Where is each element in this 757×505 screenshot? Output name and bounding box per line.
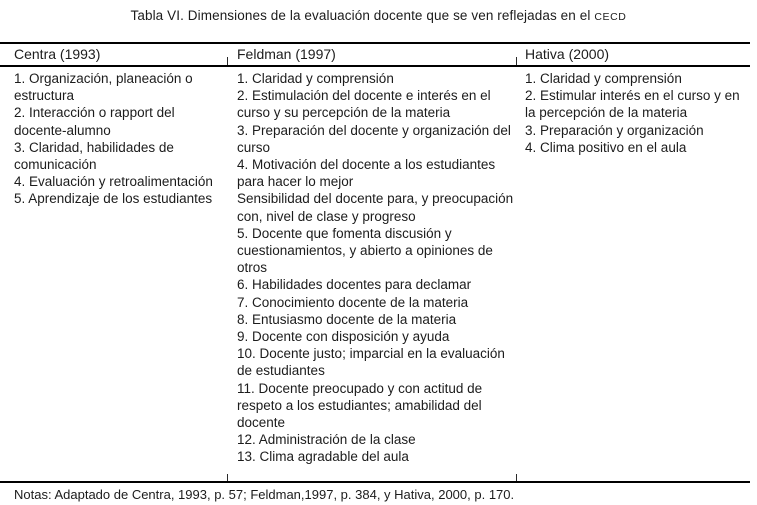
table-item: 2. Interacción o rapport del docente-alumno (14, 105, 175, 138)
table-item: 5. Docente que fomenta discusión y cuestionamientos, y abierto a opiniones de otros (237, 225, 493, 276)
table-item: 1. Claridad y comprensión (237, 71, 394, 86)
table-title-acronym: CECD (594, 11, 627, 23)
table-item: 9. Docente con disposición y ayuda (237, 329, 450, 345)
table-item: 12. Administración de la clase (237, 432, 416, 448)
table-item: 6. Habilidades docentes para declamar (237, 277, 472, 293)
table-item: 4. Motivación del docente a los estudiantes para hacer lo mejor (237, 157, 496, 190)
column-header-hativa: Hativa (2000) (525, 46, 610, 62)
table-body-row (0, 67, 750, 483)
table-item: 4. Evaluación y retroalimentación (14, 174, 213, 190)
column-divider-tick (516, 474, 517, 481)
table-item: 3. Preparación del docente y organización del curso (237, 122, 511, 155)
table-item: 5. Aprendizaje de los estudiantes (14, 191, 213, 207)
table-item: 13. Clima agradable del aula (237, 449, 409, 465)
column-divider-tick (227, 57, 228, 65)
column-cell-centra (0, 67, 227, 212)
table-item: 11. Docente preocupado y con actitud de respeto a los estudiantes; amabilidad del docente (237, 380, 483, 431)
table-item: 8. Entusiasmo docente de la materia (237, 311, 457, 327)
table-item: 2. Estimulación del docente e interés en el curso y su percepción de la materia (237, 88, 491, 121)
table-item: 3. Preparación y organización (525, 122, 704, 138)
table-header-row (0, 44, 750, 67)
table-item: 2. Estimular interés en el curso y en la percepción de la materia (525, 88, 740, 121)
column-divider-tick (227, 474, 228, 481)
table-item: Sensibilidad del docente para, y preocupación con, nivel de clase y progreso (237, 191, 514, 224)
table-notes: Notas: Adaptado de Centra, 1993, p. 57; Feldman,1997, p. 384, y Hativa, 2000, p. 170. (14, 487, 515, 502)
table-item: 4. Clima positivo en el aula (525, 139, 687, 155)
table-item: 7. Conocimiento docente de la materia (237, 294, 469, 310)
table-title-text: Tabla VI. Dimensiones de la evaluación docente que se ven reflejadas en el (130, 8, 595, 23)
column-header-centra: Centra (1993) (14, 46, 101, 62)
table-item: 3. Claridad, habilidades de comunicación (14, 139, 174, 173)
column-cell-hativa (516, 67, 750, 160)
table-title (0, 0, 757, 42)
table-item: 1. Claridad y comprensión (525, 71, 682, 86)
column-cell-feldman (227, 67, 516, 470)
column-header-feldman: Feldman (1997) (237, 46, 336, 62)
table-item: 1. Organización, planeación o estructura (14, 71, 193, 104)
column-divider-tick (516, 57, 517, 65)
table-item: 10. Docente justo; imparcial en la evaluación de estudiantes (237, 346, 505, 379)
dimensions-table (0, 42, 750, 483)
